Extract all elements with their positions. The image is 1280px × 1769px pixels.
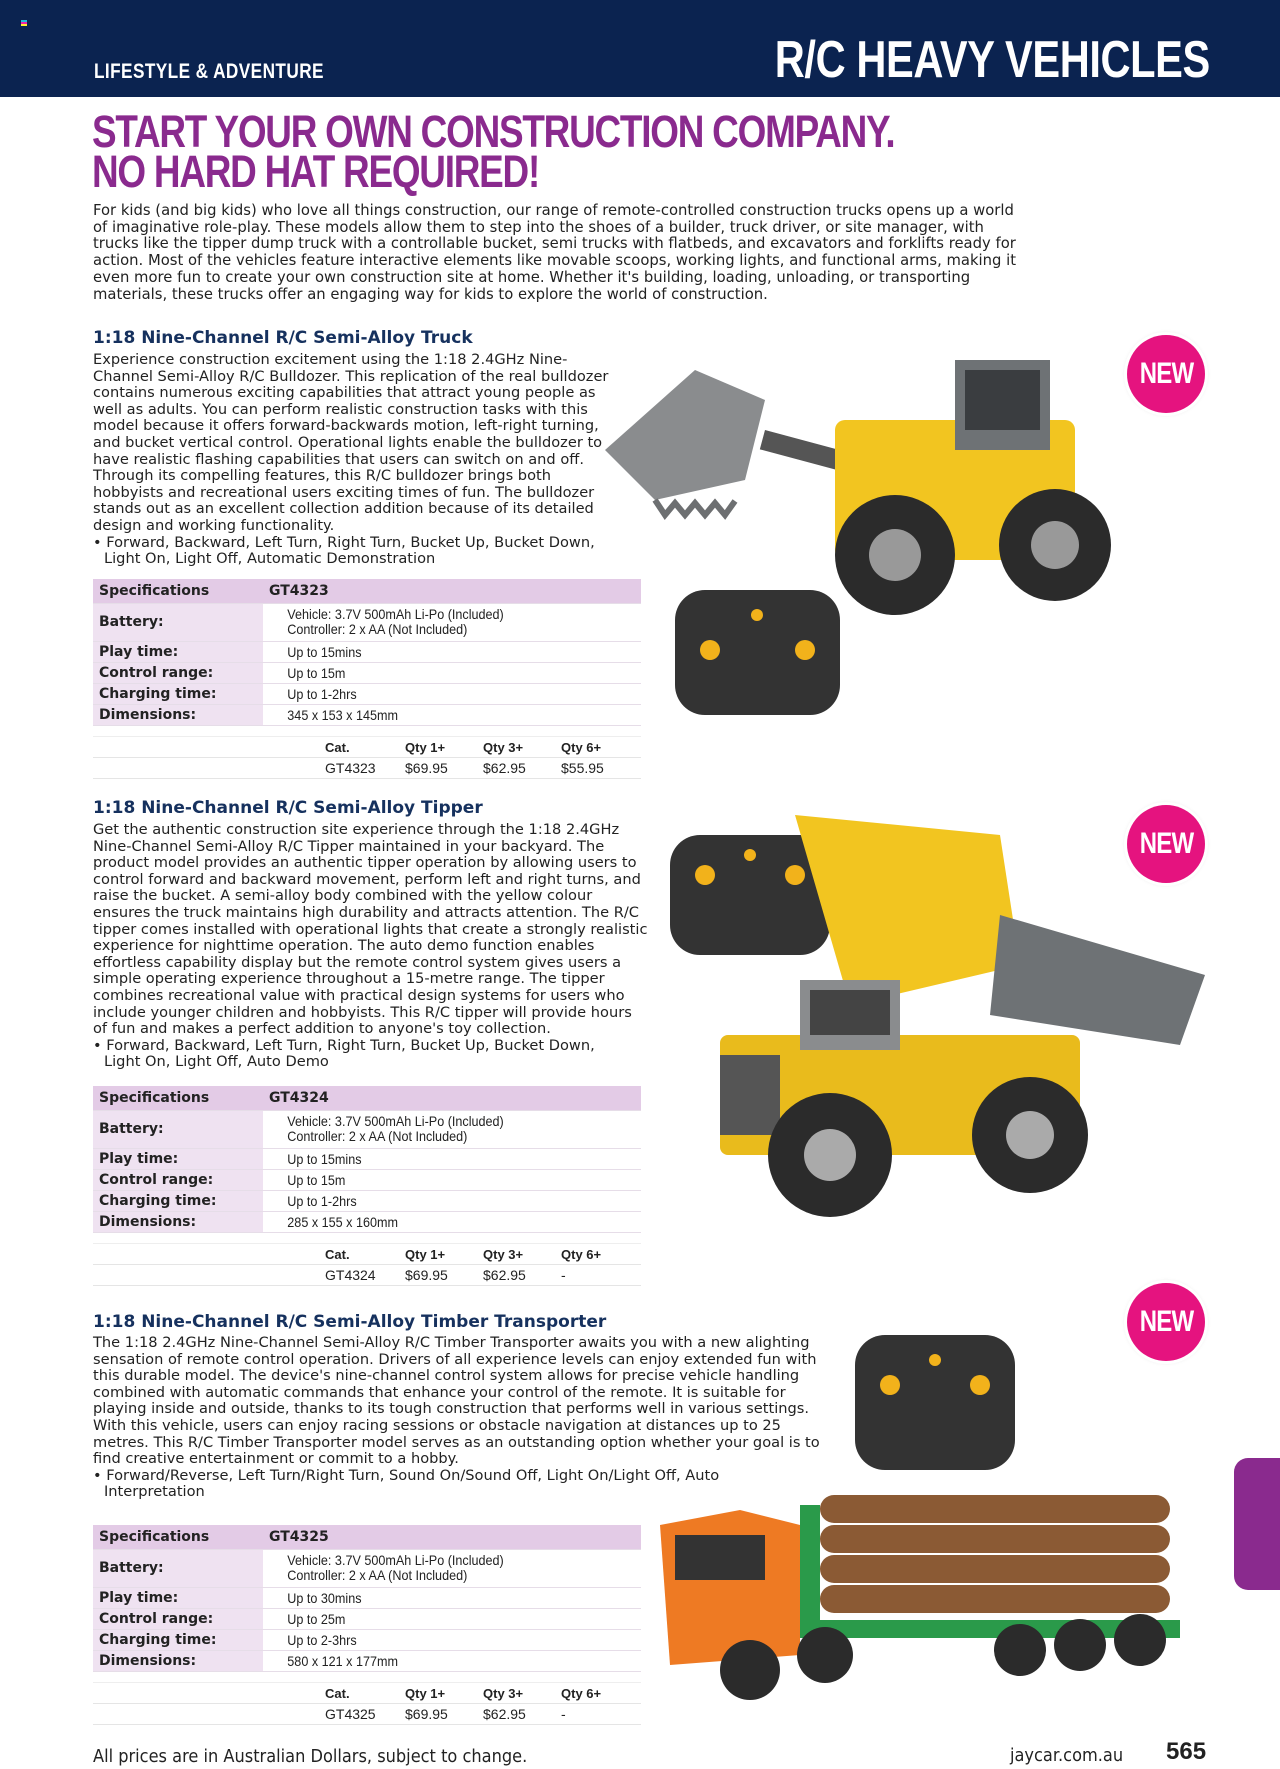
spec-label: Control range: [93,1608,263,1629]
spec-value: 580 x 121 x 177mm [282,1650,622,1671]
spec-label: Dimensions: [93,1650,263,1671]
price-qty6: - [561,1704,641,1725]
spec-value: Up to 1-2hrs [282,1190,622,1211]
spec-value: Up to 25m [282,1608,622,1629]
price-cat: GT4325 [325,1704,405,1725]
new-badge: NEW [1127,805,1205,883]
spec-value: 345 x 153 x 145mm [282,704,622,725]
headline-line-2: NO HARD HAT REQUIRED! [92,146,540,197]
spec-label: Charging time: [93,1629,263,1650]
price-header: Qty 1+ [405,1683,483,1704]
product-description [93,822,648,1071]
spec-value [282,1549,622,1587]
page-title: R/C HEAVY VEHICLES [774,31,1210,89]
spec-label: Dimensions: [93,704,263,725]
section-side-tab [1234,1458,1280,1590]
spec-value: Up to 15mins [282,1148,622,1169]
spec-value: Up to 30mins [282,1587,622,1608]
spec-label: Play time: [93,641,263,662]
spec-label: Battery: [93,1110,263,1148]
feature-list: • Forward/Reverse, Left Turn/Right Turn, Sound On/Sound Off, Light On/Light Off, Auto Interpretation [93,1466,720,1501]
new-badge: NEW [1127,1283,1205,1361]
price-qty1: $69.95 [405,758,483,779]
feature-list: • Forward, Backward, Left Turn, Right Turn, Bucket Up, Bucket Down, Light On, Light Off, Auto Demo [93,1036,595,1071]
price-header: Qty 3+ [483,737,561,758]
battery-controller: Controller: 2 x AA (Not Included) [287,621,468,637]
page-header [0,0,1280,97]
spec-code: GT4323 [263,579,641,603]
headline [92,106,895,197]
spec-value [282,603,622,641]
price-qty1: $69.95 [405,1265,483,1286]
price-qty6: - [561,1265,641,1286]
spec-label: Dimensions: [93,1211,263,1232]
spec-label: Charging time: [93,1190,263,1211]
spec-label: Control range: [93,662,263,683]
battery-vehicle: Vehicle: 3.7V 500mAh Li-Po (Included) [287,1113,504,1129]
product-title: 1:18 Nine-Channel R/C Semi-Alloy Tipper [93,798,483,818]
price-table [93,736,641,779]
price-qty3: $62.95 [483,758,561,779]
spec-code: GT4325 [263,1525,641,1549]
spec-header: Specifications [93,579,263,603]
price-header: Qty 6+ [561,1683,641,1704]
product-description [93,352,613,568]
spec-code: GT4324 [263,1086,641,1110]
spec-label: Control range: [93,1169,263,1190]
price-header: Cat. [325,737,405,758]
description-text: Get the authentic construction site experience through the 1:18 2.4GHz Nine-Channel Semi-Alloy R/C Tipper maintained in your backyard. The product model provides an authentic tipper operation by allowing users to control forward and backward movement, perform left and right turns, and raise the bucket. A semi-alloy body combined with the yellow colour ensures the truck maintains high durability and attracts attention. The R/C tipper comes installed with operational lights that create a strongly realistic experience for nighttime operation. The auto demo function enables effortless capability display but the remote control system gives users a simple operating experience throughout a 15-metre range. The tipper combines recreational value with practical design systems for users who include younger children and hobbyists. This R/C tipper will provide hours of fun and makes a perfect addition to anyone's toy collection. [93,821,648,1038]
bulldozer-image [595,350,1195,730]
description-text: The 1:18 2.4GHz Nine-Channel Semi-Alloy R/C Timber Transporter awaits you with a new alighting sensation of remote control operation. Drivers of all experience levels can enjoy extended fun with this durable model. The device's nine-channel control system allows for precise vehicle handling combined with automatic commands that enhance your control of the remote. It is suitable for playing inside and outside, thanks to its tough construction that performs well in various settings. With this vehicle, users can enjoy racing sessions or obstacle navigation at distances up to 25 metres. This R/C Timber Transporter model serves as an outstanding option whether your goal is to find creative entertainment or commit to a hobby. [93,1334,820,1468]
color-registration-mark [21,20,27,26]
spec-table [93,1086,641,1233]
spec-label: Play time: [93,1148,263,1169]
spec-value: 285 x 155 x 160mm [282,1211,622,1232]
price-header: Qty 3+ [483,1244,561,1265]
price-qty3: $62.95 [483,1704,561,1725]
spec-value: Up to 15m [282,1169,622,1190]
spec-value [282,1110,622,1148]
description-text: Experience construction excitement using the 1:18 2.4GHz Nine-Channel Semi-Alloy R/C Bulldozer. This replication of the real bulldozer contains numerous exciting capabilities that attract young people as well as adults. You can perform realistic construction tasks with this model because it offers forward-backwards motion, left-right turning, and bucket vertical control. Operational lights enable the bulldozer to have realistic flashing capabilities that users can switch on and off. Through its compelling features, this R/C bulldozer brings both hobbyists and recreational users exciting times of fun. The bulldozer stands out as an excellent collection addition because of its detailed design and working functionality. [93,351,609,534]
spec-value: Up to 2-3hrs [282,1629,622,1650]
spec-table [93,1525,641,1672]
spec-label: Charging time: [93,683,263,704]
battery-controller: Controller: 2 x AA (Not Included) [287,1567,468,1583]
spec-value: Up to 15mins [282,641,622,662]
price-header: Qty 6+ [561,737,641,758]
price-header: Qty 3+ [483,1683,561,1704]
price-table [93,1682,641,1725]
spec-value: Up to 1-2hrs [282,683,622,704]
intro-paragraph: For kids (and big kids) who love all things construction, our range of remote-controlled construction trucks opens up a world of imaginative role-play. These models allow them to step into the shoes of a builder, truck driver, or site manager, with trucks like the tipper dump truck with a controllable bucket, semi trucks with flatbeds, and excavators and forklifts ready for action. Most of the vehicles feature interactive elements like movable scoops, working lights, and functional arms, making it even more fun to create your own construction site at home. Whether it's building, loading, unloading, or transporting materials, these trucks offer an engaging way for kids to explore the world of construction. [93,202,1017,303]
battery-controller: Controller: 2 x AA (Not Included) [287,1128,468,1144]
price-cat: GT4324 [325,1265,405,1286]
price-qty1: $69.95 [405,1704,483,1725]
spec-header: Specifications [93,1086,263,1110]
product-title: 1:18 Nine-Channel R/C Semi-Alloy Truck [93,328,473,348]
price-table [93,1243,641,1286]
price-header: Qty 1+ [405,1244,483,1265]
price-header: Cat. [325,1683,405,1704]
battery-vehicle: Vehicle: 3.7V 500mAh Li-Po (Included) [287,606,504,622]
spec-label: Battery: [93,1549,263,1587]
new-badge: NEW [1127,335,1205,413]
spec-label: Battery: [93,603,263,641]
page-number: 565 [1166,1738,1207,1765]
price-cat: GT4323 [325,758,405,779]
tipper-truck-image [660,815,1220,1245]
spec-label: Play time: [93,1587,263,1608]
footer-url[interactable]: jaycar.com.au [1010,1745,1124,1766]
price-qty6: $55.95 [561,758,641,779]
product-title: 1:18 Nine-Channel R/C Semi-Alloy Timber Transporter [93,1312,607,1332]
section-label: LIFESTYLE & ADVENTURE [94,60,324,83]
spec-header: Specifications [93,1525,263,1549]
feature-list: • Forward, Backward, Left Turn, Right Turn, Bucket Up, Bucket Down, Light On, Light Off, Automatic Demonstration [93,533,595,568]
price-qty3: $62.95 [483,1265,561,1286]
battery-vehicle: Vehicle: 3.7V 500mAh Li-Po (Included) [287,1552,504,1568]
price-header: Qty 6+ [561,1244,641,1265]
headline-line-1: START YOUR OWN CONSTRUCTION COMPANY. [92,106,895,157]
price-header: Cat. [325,1244,405,1265]
timber-transporter-image [650,1325,1210,1725]
spec-table [93,579,641,726]
footer-note: All prices are in Australian Dollars, subject to change. [93,1746,528,1767]
price-header: Qty 1+ [405,737,483,758]
spec-value: Up to 15m [282,662,622,683]
